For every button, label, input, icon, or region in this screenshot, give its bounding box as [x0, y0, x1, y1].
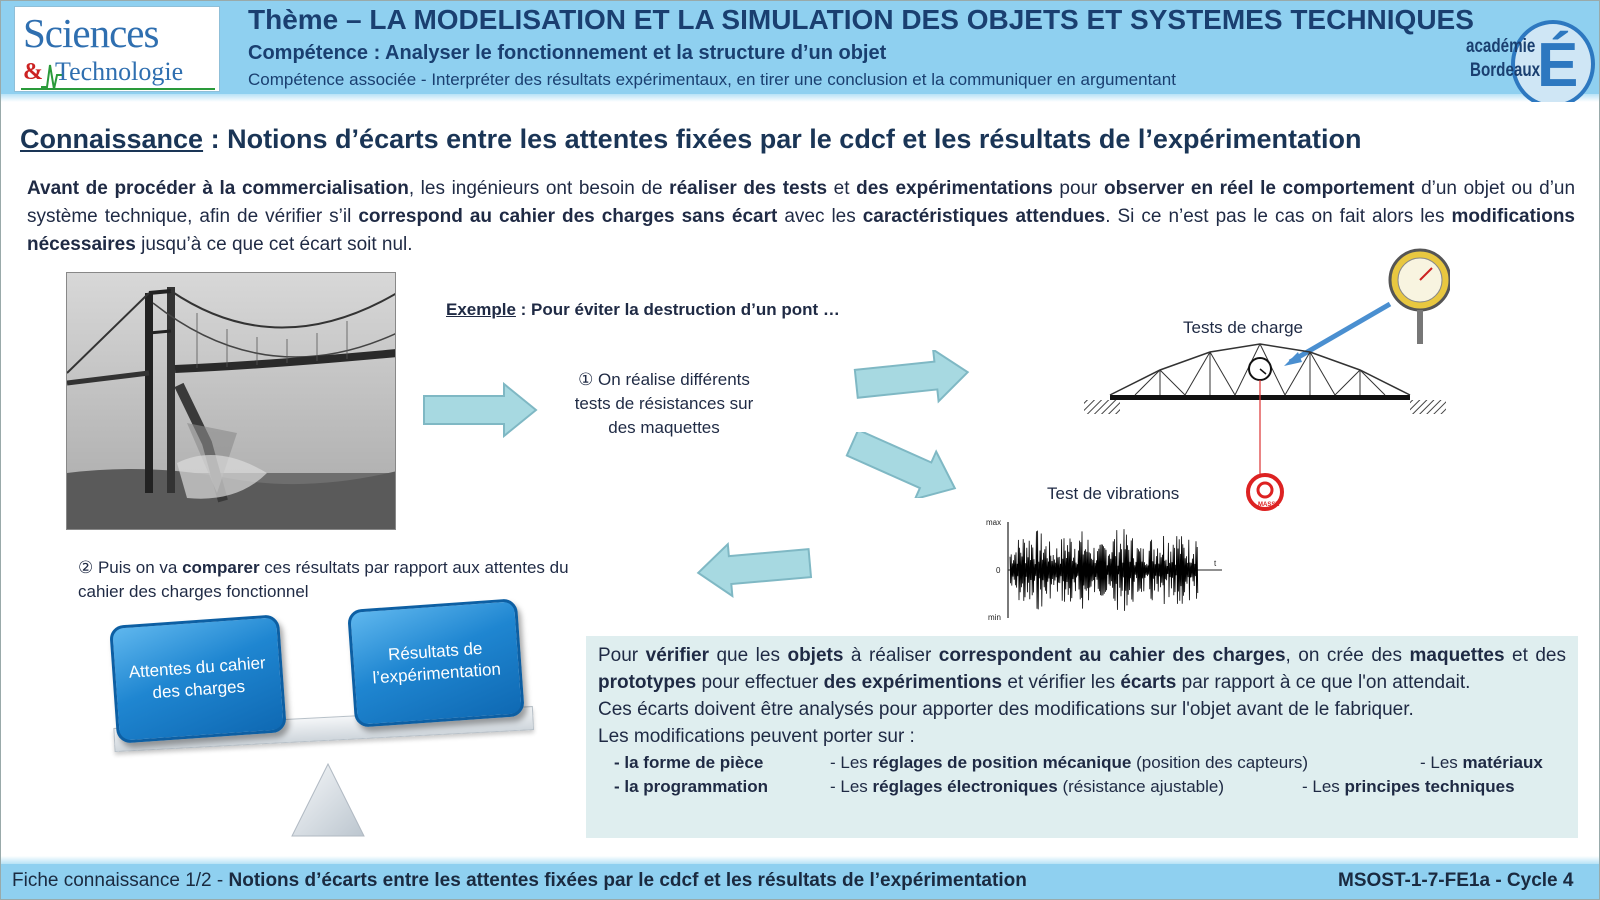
- text-run: Avant de procéder à la commercialisation: [27, 178, 409, 199]
- header-shade: [0, 94, 1600, 102]
- academie-letter: É: [1537, 31, 1579, 100]
- competence: Compétence : Analyser le fonctionnement et la structure d’un objet: [248, 42, 887, 64]
- text-run: et vérifier les: [1002, 672, 1121, 693]
- text-run: - Les: [830, 777, 873, 796]
- text-run: Pour: [598, 645, 646, 666]
- text-run: à réaliser: [843, 645, 939, 666]
- text-run: réglages électroniques: [872, 777, 1058, 796]
- text-run: - Les: [830, 753, 873, 772]
- masse-label: MASSE: [1258, 502, 1280, 508]
- vibration-signal-chart: [976, 514, 1226, 624]
- mod-reglages-electroniques: [830, 775, 1224, 799]
- mod-programmation: [614, 775, 768, 799]
- info-paragraph-2: Ces écarts doivent être analysés pour apporter des modifications sur l'objet avant de le fabriquer.: [598, 699, 1414, 720]
- text-run: objets: [787, 645, 844, 666]
- text-run: observer en réel le comportement: [1104, 178, 1415, 199]
- text-run: pour: [1052, 178, 1105, 199]
- info-paragraph-3: Les modifications peuvent porter sur :: [598, 726, 915, 747]
- arrow-right-icon: [420, 382, 540, 438]
- arrow-left-icon: [694, 538, 814, 598]
- arrow-down-right-icon: [842, 432, 968, 498]
- resultats-experimentation-box: Résultats de l’expérimentation: [347, 598, 525, 728]
- text-run: réaliser des tests: [669, 178, 828, 199]
- text-run: caractéristiques attendues: [862, 206, 1106, 227]
- text-run: pour effectuer: [696, 672, 824, 693]
- text-run: principes techniques: [1344, 777, 1515, 796]
- vib-min-label: min: [988, 613, 1001, 622]
- text-run: - la programmation: [614, 777, 768, 796]
- academie-line2: Bordeaux: [1470, 60, 1541, 81]
- text-run: correspond au cahier des charges sans écart: [358, 206, 778, 227]
- vib-t-label: t: [1214, 559, 1217, 568]
- text-run: écarts: [1120, 672, 1177, 693]
- example-caption: : Pour éviter la destruction d’un pont …: [515, 300, 840, 319]
- text-run: d’un objet ou d’un système technique, afin de vérifier s’il: [27, 178, 1576, 227]
- text-run: jusqu’à ce que cet écart soit nul.: [135, 234, 413, 255]
- text-run: avec les: [777, 206, 863, 227]
- step1-text: ① On réalise différents tests de résistances sur des maquettes: [574, 370, 754, 437]
- page-title: [20, 124, 1361, 155]
- text-run: , les ingénieurs ont besoin de: [408, 178, 670, 199]
- footer-title: [12, 870, 1027, 892]
- title-label: Connaissance: [20, 124, 204, 154]
- text-run: comparer: [182, 558, 260, 577]
- footer-shade: [0, 856, 1600, 864]
- example-text: [446, 300, 840, 320]
- truss-load-test-diagram: [1080, 244, 1450, 514]
- logo-line2: Technologie: [55, 57, 184, 86]
- text-run: matériaux: [1462, 753, 1543, 772]
- text-run: maquettes: [1409, 645, 1505, 666]
- attentes-cdcf-box: Attentes du cahier des charges: [109, 614, 287, 744]
- vib-zero-label: 0: [996, 566, 1001, 575]
- text-run: par rapport à ce que l'on attendait.: [1176, 672, 1471, 693]
- text-run: correspondent au cahier des charges: [938, 645, 1286, 666]
- text-run: et: [827, 178, 857, 199]
- footer-prefix: Fiche connaissance 1/2 -: [12, 870, 229, 891]
- step2-text: [78, 556, 598, 604]
- logo-underline: [21, 87, 215, 91]
- example-label: Exemple: [446, 300, 516, 319]
- title-text: : Notions d’écarts entre les attentes fixées par le cdcf et les résultats de l’expérimentation: [203, 124, 1362, 154]
- theme-title: Thème – LA MODELISATION ET LA SIMULATION DES OBJETS ET SYSTEMES TECHNIQUES: [248, 4, 1474, 35]
- balance-pivot-icon: [288, 760, 368, 840]
- test-vibrations-label: Test de vibrations: [1047, 484, 1180, 503]
- text-run: des expérimentions: [823, 672, 1003, 693]
- tests-charge-label: Tests de charge: [1183, 318, 1304, 337]
- text-run: modifications nécessaires: [27, 206, 1575, 255]
- mod-reglages-mecanique: [830, 751, 1308, 775]
- bridge-collapse-photo: [66, 272, 396, 530]
- sciences-technologie-logo: [14, 6, 220, 92]
- text-run: que les: [709, 645, 788, 666]
- mod-forme-piece: [614, 751, 763, 775]
- text-run: prototypes: [598, 672, 697, 693]
- text-run: - Les: [1420, 753, 1463, 772]
- logo-line1: Sciences: [23, 10, 159, 56]
- text-run: (résistance ajustable): [1057, 777, 1225, 796]
- competence-associee: Compétence associée - Interpréter des résultats expérimentaux, en tirer une conclusion et la communiquer en argumentant: [248, 70, 1176, 89]
- mod-principes-techniques: [1302, 775, 1515, 799]
- logo-ampersand: &: [23, 59, 43, 85]
- info-paragraph-1: [598, 642, 1566, 696]
- mod-materiaux: [1420, 751, 1543, 775]
- modifications-list: [598, 751, 1566, 799]
- text-run: ces résultats par rapport aux attentes du cahier des charges fonctionnel: [78, 558, 569, 601]
- text-run: réglages de position mécanique: [872, 753, 1132, 772]
- text-run: , on crée des: [1285, 645, 1410, 666]
- text-run: - Les: [1302, 777, 1345, 796]
- text-run: vérifier: [645, 645, 709, 666]
- academie-line1: académie: [1466, 36, 1536, 57]
- text-run: (position des capteurs): [1131, 753, 1309, 772]
- text-run: ② Puis on va: [78, 558, 183, 577]
- text-run: et des: [1504, 645, 1566, 666]
- text-run: des expérimentations: [856, 178, 1053, 199]
- info-box: [586, 636, 1578, 838]
- arrow-up-right-icon: [852, 350, 972, 406]
- vibration-waveform: [1010, 529, 1198, 611]
- text-run: . Si ce n’est pas le cas on fait alors les: [1105, 206, 1452, 227]
- footer-title-text: Notions d’écarts entre les attentes fixées par le cdcf et les résultats de l’expérimentation: [228, 870, 1027, 891]
- text-run: - la forme de pièce: [614, 753, 764, 772]
- footer-reference: MSOST-1-7-FE1a - Cycle 4: [1338, 870, 1574, 891]
- vib-max-label: max: [986, 518, 1002, 527]
